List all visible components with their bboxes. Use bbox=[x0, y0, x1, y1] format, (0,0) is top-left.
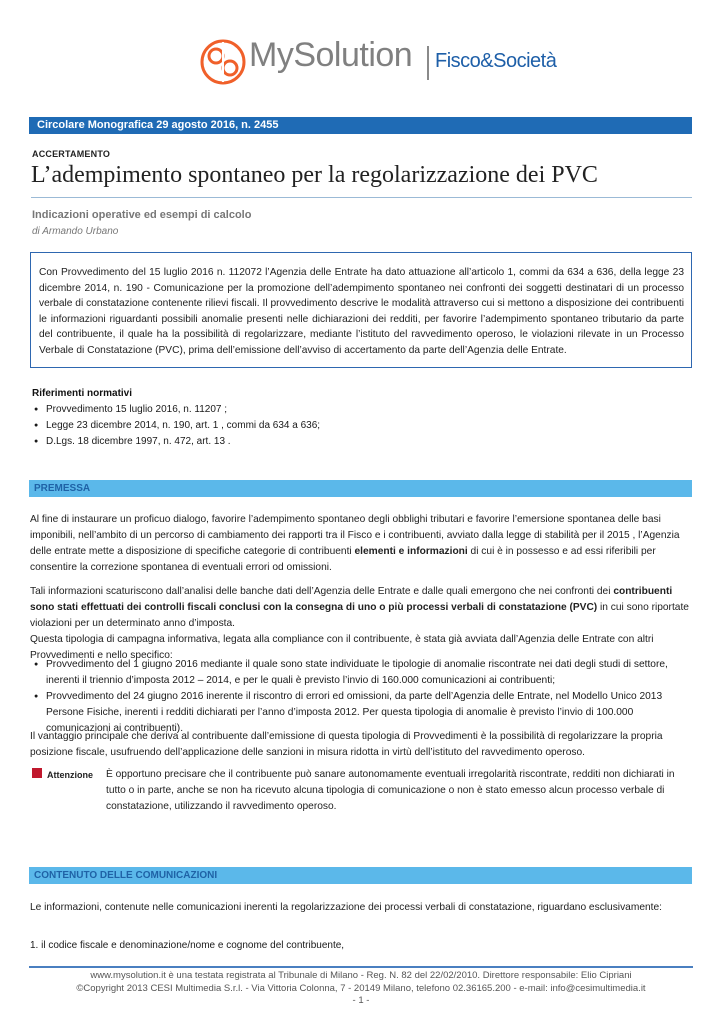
reference-item: ● D.Lgs. 18 dicembre 1997, n. 472, art. 13 . bbox=[32, 434, 672, 450]
text-run: di cui è in possesso e ad essi riferibili per consentire la correzione spontanea di eventuali errori od omissioni. bbox=[30, 546, 656, 573]
circular-header-bar: Circolare Monografica 29 agosto 2016, n. 2455 bbox=[29, 117, 692, 134]
references-title: Riferimenti normativi bbox=[32, 388, 133, 399]
author-line: di Armando Urbano bbox=[32, 226, 119, 237]
premessa-heading: PREMESSA bbox=[29, 480, 692, 497]
footer-line: ©Copyright 2013 CESI Multimedia S.r.l. - Via Vittoria Colonna, 7 - 20149 Milano, telefono 02.36165.200 - e-mail: info@cesimultimedia.it bbox=[76, 982, 646, 994]
logo-product-text: Fisco&Società bbox=[435, 50, 557, 72]
page-subtitle: Indicazioni operative ed esempi di calcolo bbox=[32, 209, 252, 221]
references-list bbox=[32, 402, 672, 450]
reference-item: ● Legge 23 dicembre 2014, n. 190, art. 1 , commi da 634 a 636; bbox=[32, 418, 672, 434]
text-run: Al fine di instaurare un proficuo dialogo, favorire l’adempimento spontaneo degli obblighi tributari e favorire l’emersione spontanea delle basi imponibili, nell’ambito di un percorso di cambiamento dei rapporti tra il Fisco e i contribuenti, avviato dalla legge di stabilità per il 2015 , l’Agenzia delle entrate mette a disposizione di specifiche categorie di contribuenti bbox=[30, 514, 680, 557]
contenuto-paragraph: Le informazioni, contenute nelle comunicazioni inerenti la regolarizzazione dei processi verbali di constatazione, riguardano esclusivamente: bbox=[30, 902, 662, 913]
text-run: in cui sono riportate violazioni per un determinato anno d’imposta. bbox=[30, 602, 689, 629]
premessa-paragraph-3: Il vantaggio principale che deriva al contribuente dall’emissione di questa tipologia di Provvedimenti è la possibilità di regolarizzare la propria posizione fiscale, usufruendo dell’applicazione delle sanzioni in misura ridotta in virtù dell’istituto del ravvedimento operoso. bbox=[30, 731, 663, 758]
attention-icon bbox=[32, 768, 42, 778]
bold-text: contribuenti sono stati effettuati dei controlli fiscali conclusi con la consegna di uno o più processi verbali di constatazione (PVC) bbox=[30, 586, 673, 613]
abstract-box bbox=[30, 252, 692, 368]
text-run: Tali informazioni scaturiscono dall’analisi delle banche dati dell’Agenzia delle Entrate e dalle quali emergono che nei confronti dei bbox=[30, 586, 614, 597]
contenuto-heading: CONTENUTO DELLE COMUNICAZIONI bbox=[29, 867, 692, 884]
logo-divider bbox=[427, 46, 429, 80]
page-footer bbox=[29, 970, 693, 1008]
logo-mark-icon bbox=[199, 38, 247, 86]
list-item: ● Provvedimento del 1 giugno 2016 mediante il quale sono state individuate le tipologie di anomalie riscontrate nei dati degli studi di settore, inerenti il triennio d’imposta 2012 – 2014, e per le quali è previsto l’invio di 160.000 comunicazioni ai contribuenti; bbox=[32, 657, 694, 689]
premessa-paragraph-1 bbox=[30, 512, 694, 576]
abstract-text: Con Provvedimento del 15 luglio 2016 n. 112072 l’Agenzia delle Entrate ha dato attuazione all’articolo 1, commi da 634 a 636, della legge 23 dicembre 2014, n. 190 - Comunicazione per la promozione dell’adempimento spontaneo nei confronti dei soggetti destinatari di un processo verbale di constatazione contenente rilievi fiscali. Il provvedimento descrive le modalità attraverso cui si mettono a disposizione dei contribuenti le informazioni riguardanti possibili anomalie presenti nelle dichiarazioni dei redditi, per favorire l’adempimento spontaneo tributario da parte del contribuente, il quale ha la possibilità di regolarizzare, mediante l’istituto del ravvedimento operoso, le violazioni rilevate in un Processo Verbale di Constatazione (PVC), prima dell’emissione dell’avviso di accertamento da parte dell’Agenzia delle Entrate. bbox=[39, 267, 684, 356]
logo-brand-text: MySolution bbox=[249, 36, 413, 74]
attention-text: È opportuno precisare che il contribuente può sanare autonomamente eventuali irregolarità riscontrate, redditi non dichiarati in tutto o in parte, anche se non ha ricevuto alcuna tipologia di comunicazione o non è stato emesso alcun processo verbale di constatazione, utilizzando il ravvedimento operoso. bbox=[106, 769, 675, 812]
text-run: Questa tipologia di campagna informativa, legata alla compliance con il contribuente, è stata già avviata dall’Agenzia delle Entrate con altri Provvedimenti e nello specifico: bbox=[30, 634, 654, 661]
list-item: ● Provvedimento del 24 giugno 2016 inerente il riscontro di errori ed omissioni, da parte dell’Agenzia delle Entrate, nel Modello Unico 2013 Persone Fisiche, inerenti i redditi dichiarati per l’anno d’imposta 2012. Per questa tipologia di anomalie è previsto l’invio di 100.000 comunicazioni ai contribuenti). bbox=[32, 689, 694, 737]
bold-text: elementi e informazioni bbox=[354, 546, 468, 557]
brand-logo bbox=[199, 34, 557, 94]
footer-line: www.mysolution.it è una testata registrata al Tribunale di Milano - Reg. N. 82 del 22/02/2010. Direttore responsabile: Elio Cipriani bbox=[90, 970, 632, 981]
footer-divider bbox=[29, 966, 693, 968]
premessa-paragraph-2 bbox=[30, 584, 694, 664]
provvedimenti-list bbox=[32, 657, 694, 737]
page-title: L’adempimento spontaneo per la regolarizzazione dei PVC bbox=[31, 162, 598, 188]
title-divider bbox=[31, 197, 692, 198]
page-number: - 1 - bbox=[352, 995, 370, 1006]
contenuto-list-item: 1. il codice fiscale e denominazione/nome e cognome del contribuente, bbox=[30, 940, 345, 951]
section-label: ACCERTAMENTO bbox=[32, 149, 111, 159]
reference-item: ● Provvedimento 15 luglio 2016, n. 11207 ; bbox=[32, 402, 672, 418]
attention-label: Attenzione bbox=[47, 770, 93, 780]
